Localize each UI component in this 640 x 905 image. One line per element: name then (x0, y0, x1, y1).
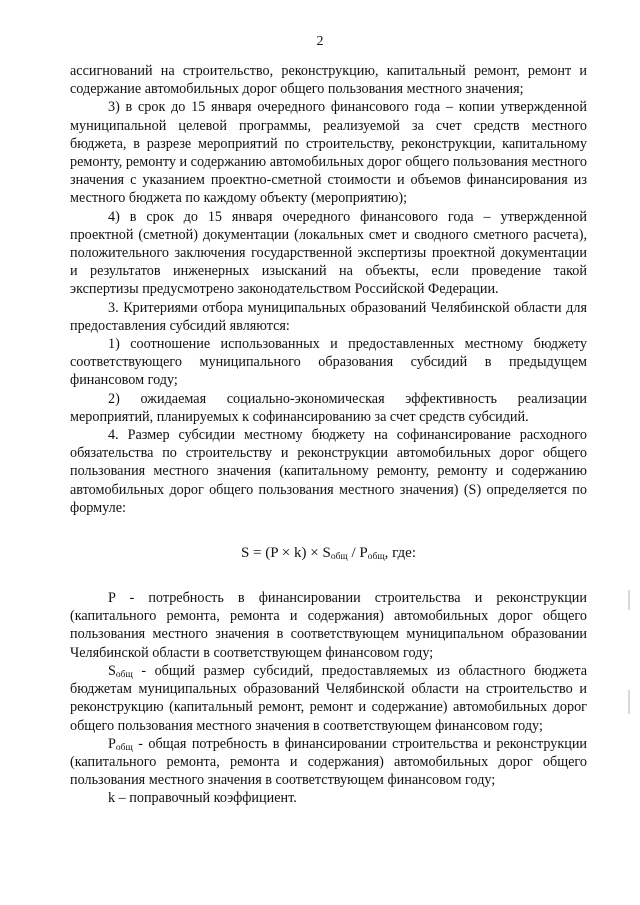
formula-lhs: S = (P × k) × S (240, 545, 331, 562)
paragraph-section-4: 4. Размер субсидии местному бюджету на софинансирование расходного обязательства по строительству и реконструкции автомобильных дорог общего пользования местного значения (капитальному ремонту, ремонту и содержанию автомобильных дорог общего пользования местного значения) (S) определяется по формуле: (70, 427, 587, 516)
page-number: 2 (316, 34, 324, 49)
subsidy-formula (70, 543, 587, 563)
paragraph-criterion-1: 1) соотношение использованных и предоставленных местному бюджету соответствующего муниципального образования субсидий в предыдущем финансовом году; (70, 336, 587, 389)
formula-sub-2: общ (367, 552, 385, 563)
scan-edge-mark (628, 690, 630, 714)
paragraph-criterion-2: 2) ожидаемая социально-экономическая эффективность реализации мероприятий, планируемых к софинансированию за счет средств субсидий. (70, 390, 587, 425)
document-body (70, 62, 587, 808)
definition-s-text: - общий размер субсидий, предоставляемых из областного бюджета бюджетам муниципальных образований Челябинской области на строительство и реконструкцию (капитальный ремонт, ремонт и содержание) автомобильных дорог общего пользования местного значения в соответствующем финансовом году; (70, 662, 587, 734)
definition-p-total (70, 735, 587, 790)
definition-p-term: P (108, 735, 116, 752)
definition-p: P - потребность в финансировании строительства и реконструкции (капитального ремонта, ремонта и содержания) автомобильных дорог общего пользования местного значения в соответствующем муниципальном образовании Челябинской области в соответствующем финансовом году; (70, 590, 587, 661)
scan-edge-mark (628, 590, 630, 610)
formula-mid: / P (347, 545, 368, 562)
paragraph-item-3: 3) в срок до 15 января очередного финансового года – копии утвержденной муниципальной целевой программы, реализуемой за счет средств местного бюджета, в разрезе мероприятий по строительству, реконструкции, капитальному ремонту, ремонту и содержанию автомобильных дорог общего пользования местного значения с указанием проектно-сметной стоимости и объемов финансирования из местного бюджета по каждому объекту (мероприятию); (70, 99, 587, 207)
paragraph-item-4: 4) в срок до 15 января очередного финансового года – утвержденной проектной (сметной) документации (локальных смет и сводного сметного расчета), положительного заключения государственной экспертизы проектной документации и результатов инженерных изысканий на объекты, если проведение такой экспертизы предусмотрено законодательством Российской Федерации. (70, 208, 587, 298)
paragraph-section-3: 3. Критериями отбора муниципальных образований Челябинской области для предоставления субсидий являются: (70, 299, 587, 334)
definition-p-sub: общ (115, 742, 133, 753)
definition-s-term: S (108, 662, 116, 679)
formula-tail: , где: (384, 545, 417, 562)
definition-k: k – поправочный коэффициент. (108, 790, 297, 807)
formula-sub-1: общ (330, 552, 348, 563)
definition-s-total (70, 662, 587, 735)
definition-p-text: - общая потребность в финансировании строительства и реконструкции (капитального ремонта, ремонта и содержания) автомобильных дорог общего пользования местного значения в соответствующем финансовом году; (70, 735, 587, 789)
paragraph-continuation: ассигнований на строительство, реконструкцию, капитальный ремонт, ремонт и содержание автомобильных дорог общего пользования местного значения; (70, 63, 587, 98)
definition-s-sub: общ (115, 669, 133, 680)
